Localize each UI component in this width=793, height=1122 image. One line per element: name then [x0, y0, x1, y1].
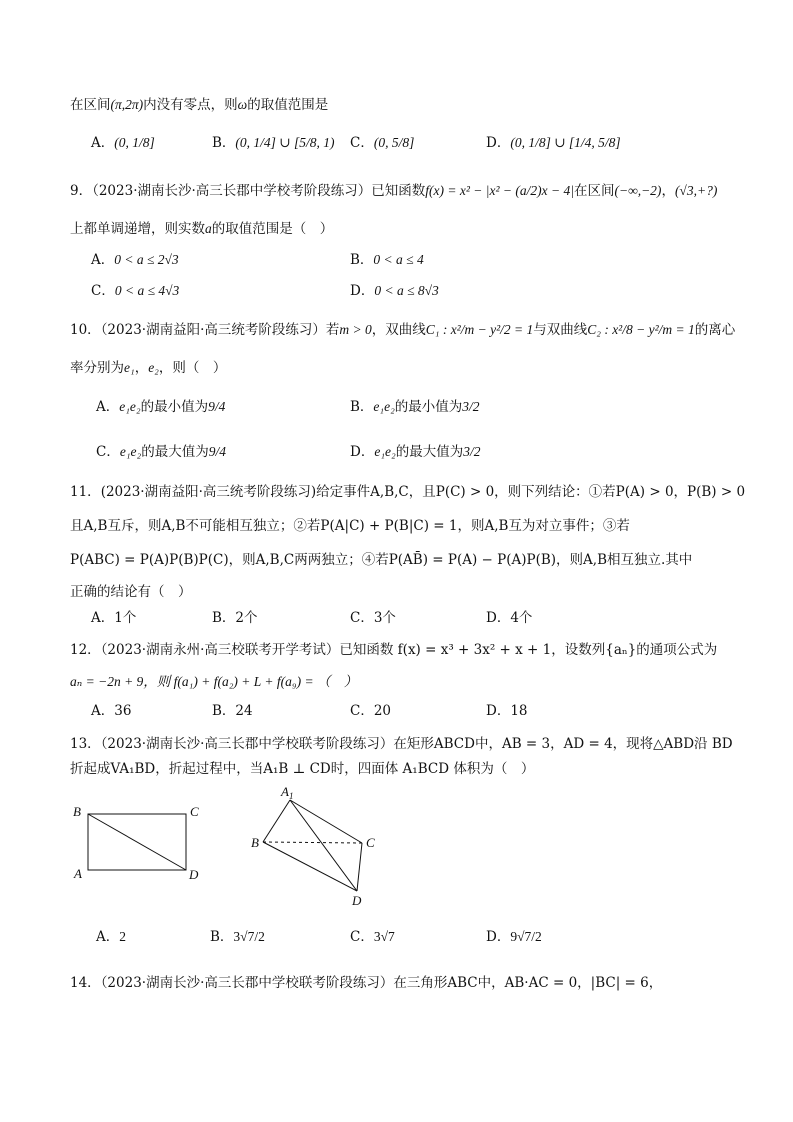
q9-source: （2023·湖南长沙·高三长郡中学校考阶段练习） [92, 183, 372, 199]
edge-a1b [263, 800, 290, 842]
option-label: A． [91, 610, 115, 626]
q10-option-a [96, 397, 225, 417]
label-a1 [280, 784, 293, 801]
label-a1-sub: 1 [288, 791, 294, 801]
q10-option-d [350, 442, 480, 462]
q8-var: ω [237, 97, 248, 112]
q12-option-d [486, 701, 528, 721]
q8-option-d [486, 133, 621, 153]
option-text: 9√7/2 [510, 929, 542, 944]
option-label: D． [486, 135, 511, 151]
label-b2: B [251, 835, 259, 850]
option-label: A． [91, 252, 115, 268]
q10-stem-line2 [70, 358, 226, 378]
q12-number: 12． [70, 642, 101, 658]
option-text: 36 [114, 703, 132, 719]
edge-bd [263, 842, 357, 891]
q8-stem [70, 95, 328, 115]
option-label: B． [212, 610, 236, 626]
option-label: A． [96, 929, 120, 945]
q11-stem-line4 [70, 582, 192, 602]
q13-stem-line2 [70, 759, 534, 779]
q12-line2: aₙ = −2n + 9，则 f(a₁) + f(a₂) + L + f(a₉) = （ ） [70, 674, 358, 689]
option-label: D． [350, 444, 375, 460]
option-prod: e₁e₂ [373, 399, 395, 414]
q12-option-b [212, 701, 253, 721]
q9-func: f(x) = x² − |x² − (a/2)x − 4| [425, 183, 574, 198]
edge-a1d [290, 800, 357, 891]
label-d2: D [352, 893, 362, 908]
option-label: C． [91, 283, 115, 299]
q10-cond: m > 0 [339, 322, 372, 337]
option-text: 24 [235, 703, 253, 719]
q8-stem-a: 在区间 [70, 97, 111, 113]
option-text: 1个 [114, 610, 137, 626]
q12-option-a [91, 701, 131, 721]
option-text: 3个 [373, 610, 396, 626]
q10-e1: e₁ [124, 360, 135, 375]
q11-stem-line2 [70, 516, 630, 536]
q13-line2: 折起成VA₁BD，折起过程中，当A₁B ⊥ CD时，四面体 A₁BCD 体积为（ ） [70, 761, 535, 777]
q9-stem-a: 已知函数 [371, 183, 426, 199]
q8-option-a [91, 133, 155, 153]
q8-stem-c: 的取值范围是 [247, 97, 329, 113]
option-label: D． [350, 283, 375, 299]
q11-option-a [91, 608, 136, 628]
q12-source: （2023·湖南永州·高三校联考开学考试） [100, 642, 340, 658]
q11-number: 11． [70, 484, 101, 500]
option-text: 0 < a ≤ 4 [373, 252, 424, 267]
q13-line1: 在矩形ABCD中，AB = 3，AD = 4，现将△ABD沿 BD [393, 736, 733, 752]
option-text: (0, 1/8] [114, 135, 155, 150]
q10-e2: e₂ [148, 360, 159, 375]
q10-comma: ， [134, 360, 149, 376]
q13-number: 13． [70, 736, 101, 752]
option-text: (0, 1/4] ∪ [5/8, 1) [235, 135, 335, 150]
option-label: C． [96, 444, 120, 460]
q13-option-a [96, 927, 126, 947]
option-label: C． [350, 135, 374, 151]
q8-interval: (π,2π) [110, 97, 144, 112]
option-text: (0, 1/8] ∪ [1/4, 5/8] [510, 135, 621, 150]
q10-stem-b: ，双曲线 [371, 322, 426, 338]
q8-option-b [212, 133, 334, 153]
q8-stem-b: 内没有零点，则 [143, 97, 238, 113]
q11-stem-line3 [70, 550, 692, 570]
q14-line1: 在三角形ABC中，AB·AC = 0，|BC| = 6， [393, 975, 663, 991]
option-prod: e₁e₂ [119, 444, 142, 459]
q9-option-c [91, 281, 179, 301]
label-b: B [73, 804, 81, 819]
q11-option-b [212, 608, 258, 628]
q9-option-d [350, 281, 439, 301]
option-text: 的最小值为 [394, 399, 463, 415]
q10-line2: 率分别为 [70, 360, 124, 376]
option-text: 0 < a ≤ 2√3 [114, 252, 179, 267]
q11-line2: 且A,B互斥，则A,B不可能相互独立；②若P(A|C) + P(B|C) = 1，则A,B互为对立事件；③若 [70, 518, 630, 534]
option-label: B． [350, 252, 374, 268]
q10-number: 10． [70, 322, 101, 338]
q11-option-d [486, 608, 532, 628]
q10-stem-d: 的离心 [694, 322, 736, 338]
q9-interval2: (√3,+?) [674, 183, 718, 198]
q13-stem-line1 [70, 734, 733, 754]
option-prod: e₁e₂ [119, 399, 141, 414]
option-label: B． [350, 399, 374, 415]
q10-c1: C₁ : x²/m − y²/2 = 1 [425, 322, 534, 337]
q13-option-d [486, 927, 542, 947]
q11-option-c [350, 608, 396, 628]
q11-stem-line1 [70, 482, 745, 502]
option-text: 2个 [235, 610, 258, 626]
option-label: D． [486, 610, 511, 626]
option-val: 3/2 [463, 444, 481, 459]
q14-source: （2023·湖南长沙·高三长郡中学校联考阶段练习） [100, 975, 394, 991]
option-text: (0, 5/8] [373, 135, 415, 150]
q10-source: （2023·湖南益阳·高三统考阶段练习） [100, 322, 326, 338]
q11-source: (2023·湖南益阳·高三统考阶段练习) [100, 484, 317, 500]
q9-stem-line2 [70, 219, 333, 239]
option-label: D． [486, 929, 511, 945]
q12-line1: 已知函数 f(x) = x³ + 3x² + x + 1，设数列{aₙ}的通项公式为 [339, 642, 718, 658]
q10-c2: C₂ : x²/8 − y²/m = 1 [587, 322, 695, 337]
q12-stem-line1 [70, 640, 717, 660]
q12-option-c [350, 701, 391, 721]
q9-stem-b: 在区间 [573, 183, 615, 199]
option-label: A． [91, 703, 115, 719]
option-label: B． [210, 929, 234, 945]
q14-stem-line1 [70, 973, 662, 993]
q9-var: a [205, 221, 212, 236]
q13-option-b [210, 927, 265, 947]
q14-number: 14． [70, 975, 101, 991]
option-label: A． [96, 399, 120, 415]
option-text: 的最大值为 [141, 444, 209, 460]
option-val: 9/4 [208, 444, 226, 459]
edge-bc-hidden [263, 842, 362, 843]
option-text: 3√7/2 [233, 929, 265, 944]
q11-line1: 给定事件A,B,C，且P(C) > 0，则下列结论：①若P(A) > 0，P(B) > 0 [316, 484, 746, 500]
q9-number: 9． [70, 183, 93, 199]
option-text: 4个 [510, 610, 533, 626]
option-prod: e₁e₂ [374, 444, 396, 459]
q10-stem-line1 [70, 320, 735, 340]
q9-line2-end: 的取值范围是（ ） [211, 221, 334, 237]
q9-option-a [91, 250, 179, 270]
option-text: 0 < a ≤ 4√3 [114, 283, 180, 298]
option-text: 20 [373, 703, 392, 719]
option-text: 18 [510, 703, 528, 719]
q9-sep: ， [661, 183, 675, 199]
edge-a1c [290, 800, 362, 843]
q10-option-b [350, 397, 480, 417]
q10-line2-end: ，则（ ） [158, 360, 227, 376]
option-label: A． [91, 135, 115, 151]
q10-stem-c: 与双曲线 [533, 322, 588, 338]
option-label: B． [212, 703, 236, 719]
edge-cd [357, 843, 362, 891]
option-val: 3/2 [462, 399, 480, 414]
q10-stem-a: 若 [325, 322, 340, 338]
q9-interval1: (−∞,−2) [614, 183, 662, 198]
label-c2: C [366, 835, 375, 850]
q9-stem-line1 [70, 181, 717, 201]
q9-line2: 上都单调递增，则实数 [70, 221, 205, 237]
tetrahedron-figure [245, 780, 395, 910]
option-label: B． [212, 135, 236, 151]
q13-source: （2023·湖南长沙·高三长郡中学校联考阶段练习） [100, 736, 394, 752]
q12-stem-line2 [70, 672, 357, 692]
option-text: 0 < a ≤ 8√3 [374, 283, 439, 298]
option-label: D． [486, 703, 511, 719]
label-c: C [190, 804, 199, 819]
option-label: C． [350, 929, 374, 945]
option-text: 的最小值为 [140, 399, 209, 415]
rectangle-figure [70, 800, 210, 885]
q11-line3: P(ABC) = P(A)P(B)P(C)，则A,B,C两两独立；④若P(AB̄) = P(A) − P(A)P(B)，则A,B相互独立.其中 [70, 552, 693, 568]
q10-option-c [96, 442, 226, 462]
q8-option-c [350, 133, 414, 153]
option-val: 9/4 [208, 399, 226, 414]
option-text: 2 [119, 929, 126, 944]
q13-option-c [350, 927, 395, 947]
option-text: 的最大值为 [395, 444, 464, 460]
option-label: C． [350, 610, 374, 626]
diagonal-bd [88, 814, 186, 870]
label-a: A [74, 866, 82, 881]
q11-line4: 正确的结论有（ ） [70, 584, 192, 600]
label-a1-main: A [281, 784, 289, 799]
label-d: D [189, 867, 199, 882]
option-text: 3√7 [373, 929, 395, 944]
q9-option-b [350, 250, 424, 270]
option-label: C． [350, 703, 374, 719]
